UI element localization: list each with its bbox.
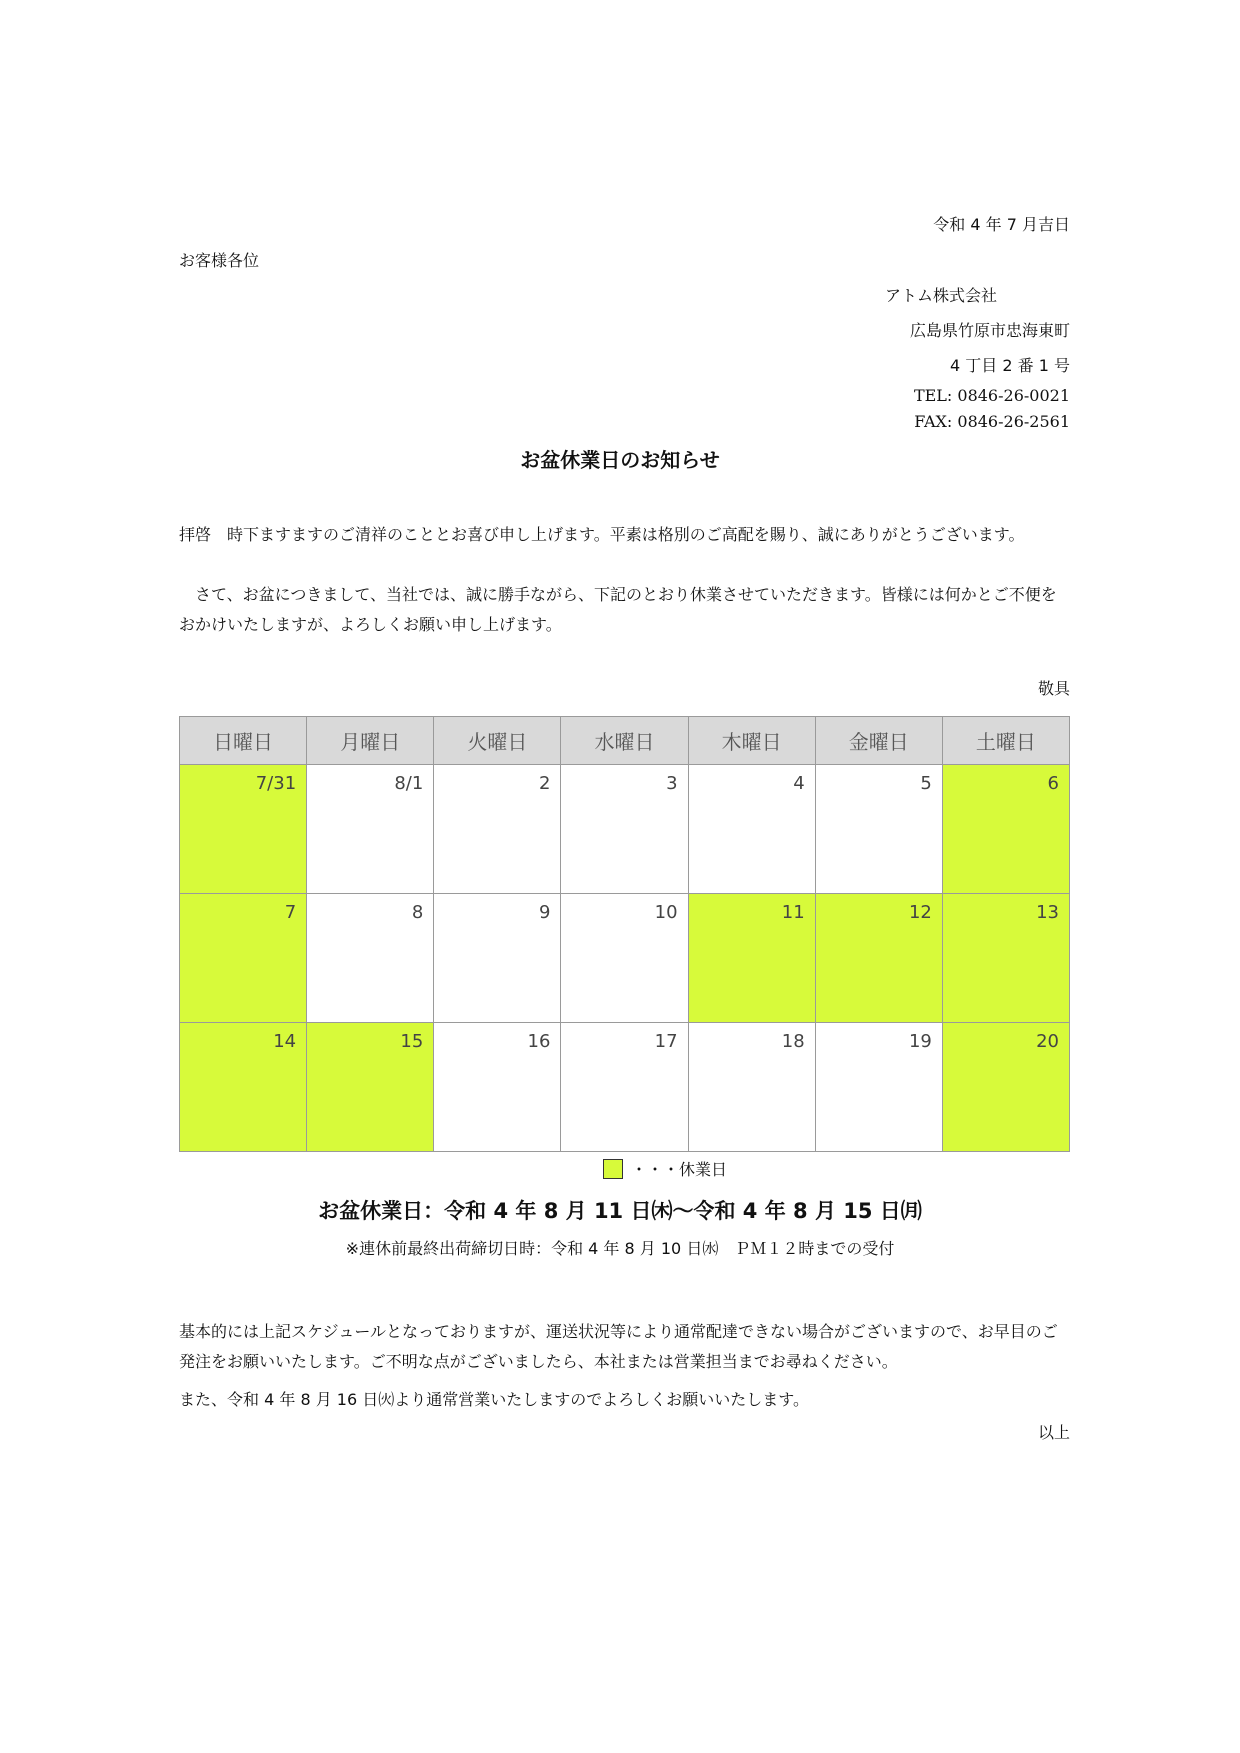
company-address-line2: 4 丁目 2 番 1 号: [950, 356, 1070, 375]
legend-label: ・・・休業日: [631, 1160, 728, 1179]
calendar-day-holiday: 20: [942, 1023, 1069, 1152]
weekday-tuesday: 火曜日: [434, 717, 561, 765]
weekday-wednesday: 水曜日: [561, 717, 688, 765]
holiday-calendar: [179, 716, 1070, 1152]
calendar-day: 8/1: [307, 765, 434, 894]
company-fax: FAX: 0846-26-2561: [914, 412, 1070, 431]
calendar-day: 18: [688, 1023, 815, 1152]
company-address-line1: 広島県竹原市忠海東町: [909, 321, 1070, 340]
legend-swatch: [603, 1159, 623, 1179]
calendar-day: 9: [434, 894, 561, 1023]
calendar-day: 16: [434, 1023, 561, 1152]
calendar-day-holiday: 14: [180, 1023, 307, 1152]
calendar-day: 17: [561, 1023, 688, 1152]
calendar-weekday-row: [180, 717, 1070, 765]
calendar-day: 3: [561, 765, 688, 894]
weekday-monday: 月曜日: [307, 717, 434, 765]
intro-paragraph: さて、お盆につきまして、当社では、誠に勝手ながら、下記のとおり休業させていただきます。皆様には何かとご不便をおかけいたしますが、よろしくお願い申し上げます。: [179, 585, 1057, 634]
closing-keigu: 敬具: [1037, 679, 1070, 698]
company-name: アトム株式会社: [885, 286, 998, 305]
footer-paragraph: 基本的には上記スケジュールとなっておりますが、運送状況等により通常配達できない場合がございますので、お早目のご発注をお願いいたします。ご不明な点がございましたら、本社または営業担当までお尋ねください。: [179, 1322, 1058, 1371]
calendar-week-row: [180, 1023, 1070, 1152]
calendar-day-holiday: 12: [815, 894, 942, 1023]
shipping-deadline: ※連休前最終出荷締切日時：令和 4 年 8 月 10 日㈬ ＰＭ１２時までの受付: [345, 1239, 895, 1258]
calendar-day: 19: [815, 1023, 942, 1152]
calendar-week-row: [180, 765, 1070, 894]
calendar-day-holiday: 15: [307, 1023, 434, 1152]
calendar-day-holiday: 11: [688, 894, 815, 1023]
resume-notice: また、令和 4 年 8 月 16 日㈫より通常営業いたしますのでよろしくお願いいたします。: [179, 1390, 809, 1409]
weekday-saturday: 土曜日: [942, 717, 1069, 765]
document-date: 令和 4 年 7 月吉日: [933, 215, 1070, 234]
page-title: お盆休業日のお知らせ: [520, 448, 720, 472]
holiday-period: お盆休業日：令和 4 年 8 月 11 日㈭～令和 4 年 8 月 15 日㈪: [318, 1199, 922, 1223]
calendar-day: 5: [815, 765, 942, 894]
closing-ijou: 以上: [1037, 1423, 1070, 1442]
weekday-friday: 金曜日: [815, 717, 942, 765]
greeting-text: 拝啓 時下ますますのご清祥のこととお喜び申し上げます。平素は格別のご高配を賜り、誠にありがとうございます。: [179, 525, 1025, 544]
calendar-day-holiday: 6: [942, 765, 1069, 894]
calendar-day-holiday: 13: [942, 894, 1069, 1023]
legend: [603, 1157, 727, 1180]
calendar-day: 10: [561, 894, 688, 1023]
calendar-day: 8: [307, 894, 434, 1023]
calendar-week-row: [180, 894, 1070, 1023]
calendar-day-holiday: 7/31: [180, 765, 307, 894]
calendar-day: 4: [688, 765, 815, 894]
weekday-thursday: 木曜日: [688, 717, 815, 765]
calendar-day-holiday: 7: [180, 894, 307, 1023]
company-tel: TEL: 0846-26-0021: [913, 386, 1070, 405]
recipient: お客様各位: [179, 251, 260, 270]
weekday-sunday: 日曜日: [180, 717, 307, 765]
calendar-day: 2: [434, 765, 561, 894]
